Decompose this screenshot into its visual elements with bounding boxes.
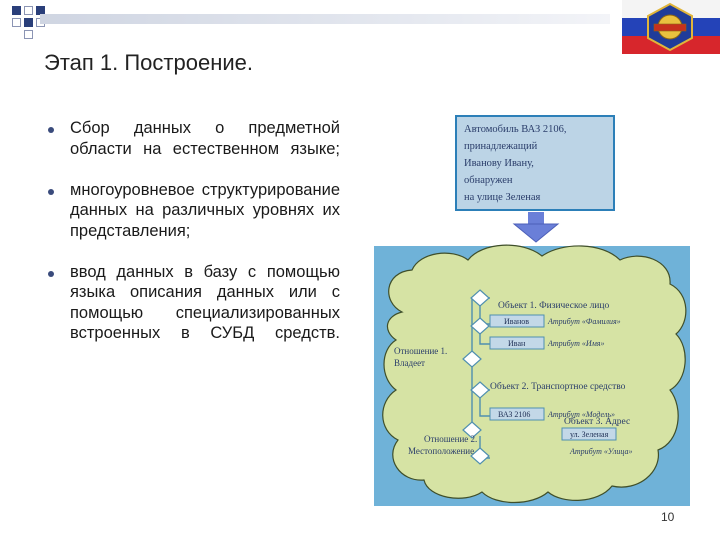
- statement-line: на улице Зеленая: [464, 192, 541, 203]
- attr-street: Атрибут «Улица»: [570, 447, 633, 456]
- statement-line: Иванову Ивану,: [464, 158, 534, 169]
- relation-1-label: Отношение 1. Владеет: [394, 346, 448, 368]
- relation-2-label: Отношение 2. Местоположение: [408, 434, 478, 456]
- bullet-item: [48, 262, 340, 365]
- bullet-text: многоуровневое структурирование данных на различных уровнях их представления;: [70, 180, 340, 240]
- bullet-item: [48, 180, 340, 262]
- er-diagram-canvas: [372, 112, 692, 508]
- bullet-icon: [48, 271, 54, 277]
- flag-emblem: [622, 0, 720, 54]
- decor-square: [24, 6, 33, 15]
- er-diagram: [372, 112, 692, 508]
- attr-model: Атрибут «Модель»: [548, 410, 615, 419]
- emblem-icon: [644, 2, 696, 52]
- statement-line: принадлежащий: [464, 141, 538, 152]
- decor-square: [24, 18, 33, 27]
- bullet-text: Сбор данных о предметной области на естественном языке;: [70, 119, 340, 158]
- decor-square: [12, 6, 21, 15]
- value-street: ул. Зеленая: [570, 430, 609, 439]
- arrow-down-icon: [514, 212, 558, 242]
- bullet-list: [48, 118, 340, 364]
- header-bar: [40, 14, 610, 24]
- value-surname: Иванов: [504, 317, 530, 326]
- cloud-shape: [383, 245, 686, 502]
- bullet-text: ввод данных в базу с помощью языка описания данных или с помощью специализированных встроенных в СУБД средств.: [70, 262, 340, 342]
- statement-line: обнаружен: [464, 175, 513, 186]
- attr-surname: Атрибут «Фамилия»: [548, 317, 621, 326]
- statement-line: Автомобиль ВАЗ 2106,: [464, 124, 567, 135]
- bullet-icon: [48, 127, 54, 133]
- decor-square: [24, 30, 33, 39]
- bullet-icon: [48, 189, 54, 195]
- object-2-label: Объект 2. Транспортное средство: [490, 382, 626, 392]
- bullet-item: [48, 118, 340, 180]
- slide-title: Этап 1. Построение.: [44, 50, 253, 75]
- decor-square: [12, 18, 21, 27]
- attr-name: Атрибут «Имя»: [548, 339, 605, 348]
- page-number: 10: [661, 510, 675, 524]
- value-model: ВАЗ 2106: [498, 410, 531, 419]
- value-name: Иван: [508, 339, 526, 348]
- object-1-label: Объект 1. Физическое лицо: [498, 301, 610, 311]
- object-3-label: Объект 3. Адрес: [564, 417, 631, 427]
